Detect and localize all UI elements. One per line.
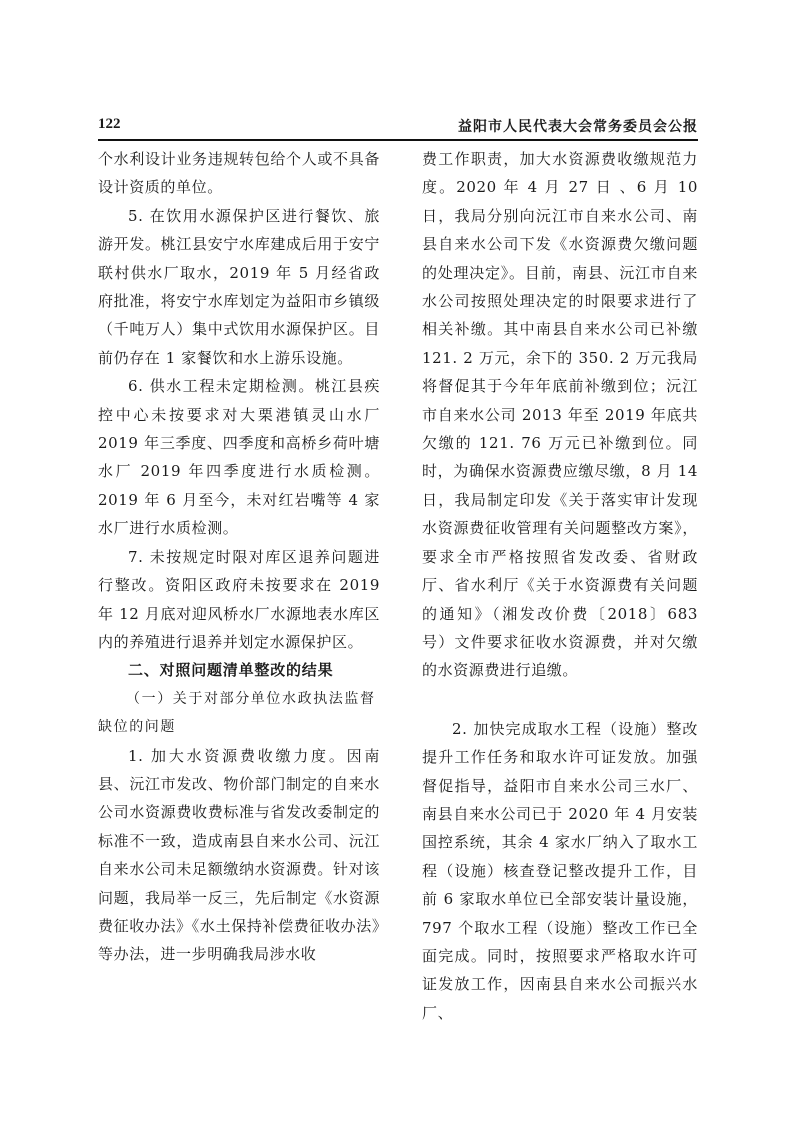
paragraph-item-6: 6. 供水工程未定期检测。桃江县疾控中心未按要求对大栗港镇灵山水厂 2019 年三季度、四季度和高桥乡荷叶塘水厂 2019 年四季度进行水质检测。2019 年 6 月至今，未对红岩嘴等 4 家水厂进行水质检测。 xyxy=(98,377,380,538)
paragraph-continued: 个水利设计业务违规转包给个人或不具备设计资质的单位。 xyxy=(98,150,380,197)
subsection-heading: （一）关于对部分单位水政执法监督缺位的问题 xyxy=(98,690,376,736)
paragraph-result-1: 1. 加大水资源费收缴力度。因南县、沅江市发改、物价部门制定的自来水公司水资源费收费标准与省发改委制定的标准不一致，造成南县自来水公司、沅江自来水公司未足额缴纳水资源费。针对该问题，我局举一反三，先后制定《水资源费征收办法》《水土保持补偿费征收办法》等办法，进一步明确我局涉水收 xyxy=(98,746,380,964)
paragraph-result-2: 2. 加快完成取水工程（设施）整改提升工作任务和取水许可证发放。加强督促指导，益阳市自来水公司三水厂、南县自来水公司已于 2020 年 4 月安装国控系统，其余 4 家水厂纳入了取水工程（设施）核查登记整改提升工作，目前 6 家取水单位已全部安装计量设施，797 个取水工程（设施）整改工作已全面完成。同时，按照要求严格取水许可证发放工作，因南县自来水公司振兴水厂、 xyxy=(422,719,698,1022)
journal-title: 益阳市人民代表大会常务委员会公报 xyxy=(458,119,698,135)
paragraph-item-5: 5. 在饮用水源保护区进行餐饮、旅游开发。桃江县安宁水库建成后用于安宁联村供水厂取水，2019 年 5 月经省政府批准，将安宁水库划定为益阳市乡镇级（千吨万人）集中式饮用水源保护区。目前仍存在 1 家餐饮和水上游乐设施。 xyxy=(98,206,380,367)
paragraph-result-1-continued: 费工作职责，加大水资源费收缴规范力度。2020 年 4 月 27 日 、6 月 10 日，我局分别向沅江市自来水公司、南县自来水公司下发《水资源费欠缴问题的处理决定》。目前，南县、沅江市自来水公司按照处理决定的时限要求进行了相关补缴。其中南县自来水公司已补缴 121. 2 万元，余下的 350. 2 万元我局将督促其于今年年底前补缴到位；沅江市自来水公司 2013 年至 2019 年底共欠缴的 121. 76 万元已补缴到位。同时，为确保水资源费应缴尽缴，8 月 14 日，我局制定印发《关于落实审计发现水资源费征收管理有关问题整改方案》，要求全市严格按照省发改委、省财政厅、省水利厅《关于水资源费有关问题的通知》（湘发改价费〔2018〕683 号）文件要求征收水资源费，并对欠缴的水资源费进行追缴。 xyxy=(422,150,698,680)
paragraph-gap xyxy=(422,685,698,715)
left-column xyxy=(98,145,380,969)
header-rule xyxy=(98,139,698,141)
page-header xyxy=(98,116,698,138)
page-number: 122 xyxy=(98,116,121,132)
section-heading: 二、对照问题清单整改的结果 xyxy=(128,661,334,680)
paragraph-item-7: 7. 未按规定时限对库区退养问题进行整改。资阳区政府未按要求在 2019 年 12 月底对迎风桥水厂水源地表水库区内的养殖进行退养并划定水源保护区。 xyxy=(98,547,380,651)
right-column xyxy=(422,145,698,1027)
